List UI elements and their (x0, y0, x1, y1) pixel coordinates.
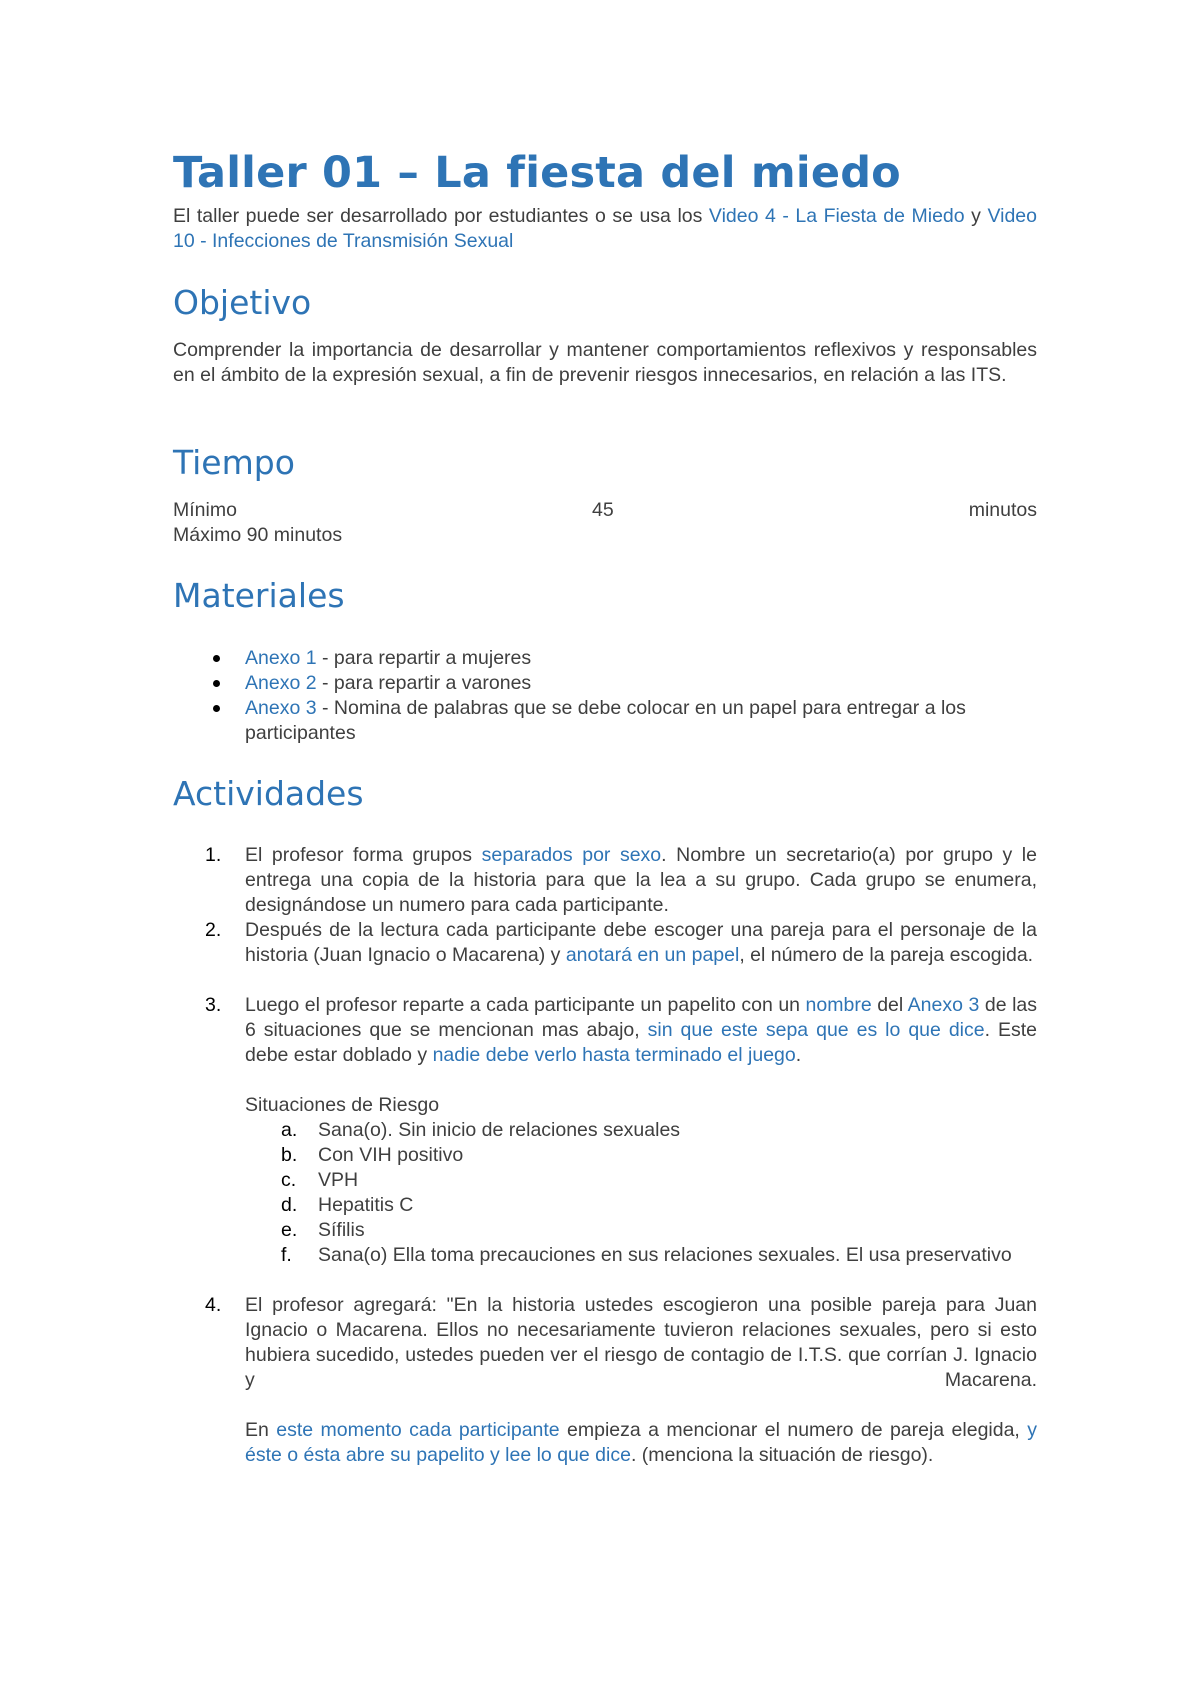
highlight-text: nombre (805, 994, 872, 1016)
tiempo-min-value: 45 (591, 499, 614, 521)
objetivo-heading: Objetivo (173, 283, 312, 322)
item-number: 4. (205, 1294, 222, 1316)
item-letter: c. (281, 1169, 297, 1191)
situacion-text: VPH (318, 1169, 359, 1191)
activity-text: Luego el profesor reparte a cada participante un papelito con un (245, 994, 806, 1016)
list-item-text: - para repartir a mujeres (316, 647, 532, 669)
highlight-text: este momento cada participante (276, 1419, 560, 1441)
situacion-f (281, 1243, 1037, 1268)
bullet-icon (213, 655, 220, 662)
bullet-icon (213, 705, 220, 712)
activity-text: . Este debe estar doblado y (245, 1019, 1037, 1066)
item-letter: a. (281, 1119, 298, 1141)
situacion-d (281, 1193, 1037, 1218)
item-number: 1. (205, 844, 222, 866)
anexo-1-link[interactable]: Anexo 1 (245, 647, 317, 669)
highlight-text: y éste o ésta abre su papelito y lee lo que dice (245, 1419, 1037, 1466)
activity-text: . Nombre un secretario(a) por grupo y le entrega una copia de la historia para que la lea a su grupo. Cada grupo se enumera, designándose un numero para cada participante. (245, 844, 1037, 916)
video-10-link[interactable]: Video 10 - Infecciones de Transmisión Sexual (173, 205, 1037, 252)
actividad-1 (205, 843, 1037, 918)
situacion-text: Sana(o). Sin inicio de relaciones sexuales (318, 1119, 681, 1141)
activity-text: El profesor forma grupos (245, 844, 482, 866)
activity-text: Después de la lectura cada participante debe escoger una pareja para el personaje de la historia (Juan Ignacio o Macarena) y (245, 919, 1037, 966)
activity-text: . (795, 1044, 802, 1066)
situacion-text: Sífilis (318, 1219, 365, 1241)
tiempo-min-row (173, 498, 1037, 523)
tiempo-max: Máximo 90 minutos (173, 524, 343, 546)
intro-conjunction: y (964, 205, 988, 227)
activity-text: . (menciona la situación de riesgo). (630, 1444, 934, 1466)
situacion-text: Hepatitis C (318, 1194, 414, 1216)
highlight-text: nadie debe verlo hasta terminado el juego (432, 1044, 796, 1066)
activity-text: del (871, 994, 908, 1016)
item-letter: f. (281, 1244, 292, 1266)
list-item-text: - para repartir a varones (316, 672, 532, 694)
item-letter: e. (281, 1219, 298, 1241)
intro-text: El taller puede ser desarrollado por estudiantes o se usa los (173, 205, 709, 227)
activity-text: de las 6 situaciones que se mencionan mas abajo, (245, 994, 1038, 1041)
materiales-heading: Materiales (173, 576, 345, 615)
situacion-c (281, 1168, 1037, 1193)
list-item (173, 696, 1037, 746)
activity-text: , el número de la pareja escogida. (739, 944, 1034, 966)
situaciones-title: Situaciones de Riesgo (245, 1094, 440, 1116)
page-title: Taller 01 – La fiesta del miedo (173, 148, 901, 198)
materiales-list (173, 646, 1037, 746)
activity-text: empieza a mencionar el numero de pareja elegida, (559, 1419, 1028, 1441)
actividades-heading: Actividades (173, 774, 364, 813)
situacion-e (281, 1218, 1037, 1243)
situacion-b (281, 1143, 1037, 1168)
item-letter: b. (281, 1144, 298, 1166)
situacion-text: Con VIH positivo (318, 1144, 464, 1166)
objetivo-text: Comprender la importancia de desarrollar y mantener comportamientos reflexivos y responsables en el ámbito de la expresión sexual, a fin de prevenir riesgos innecesarios, en relación a las ITS. (173, 339, 1037, 386)
highlight-text: anotará en un papel (565, 944, 740, 966)
tiempo-heading: Tiempo (173, 443, 295, 482)
situacion-text: Sana(o) Ella toma precauciones en sus relaciones sexuales. El usa preservativo (318, 1244, 1012, 1266)
actividad-4 (205, 1293, 1037, 1393)
list-item (173, 671, 1037, 696)
highlight-text: sin que este sepa que es lo que dice (647, 1019, 985, 1041)
actividad-2 (205, 918, 1037, 968)
activity-text: El profesor agregará: "En la historia ustedes escogieron una posible pareja para Juan Ignacio o Macarena. Ellos no necesariamente tuvieron relaciones sexuales, pero si esto hubiera sucedido, ustedes pueden ver el riesgo de contagio de I.T.S. que corrían J. Ignacio y Macarena. (245, 1294, 1037, 1391)
list-item (173, 646, 1037, 671)
anexo-3-link[interactable]: Anexo 3 (245, 697, 317, 719)
anexo-3-inline-link[interactable]: Anexo 3 (907, 994, 980, 1016)
bullet-icon (213, 680, 220, 687)
item-number: 2. (205, 919, 222, 941)
anexo-2-link[interactable]: Anexo 2 (245, 672, 317, 694)
tiempo-min-unit: minutos (968, 499, 1037, 521)
list-item-text: - Nomina de palabras que se debe colocar en un papel para entregar a los participantes (245, 697, 966, 744)
highlight-text: separados por sexo (481, 844, 662, 866)
item-number: 3. (205, 994, 222, 1016)
actividad-4-continuation (245, 1418, 1037, 1468)
video-4-link[interactable]: Video 4 - La Fiesta de Miedo (708, 205, 965, 227)
tiempo-min-label: Mínimo (173, 499, 237, 521)
item-letter: d. (281, 1194, 298, 1216)
intro-paragraph (173, 204, 1037, 254)
activity-text: En (245, 1419, 277, 1441)
situacion-a (281, 1118, 1037, 1143)
actividad-3 (205, 993, 1038, 1068)
